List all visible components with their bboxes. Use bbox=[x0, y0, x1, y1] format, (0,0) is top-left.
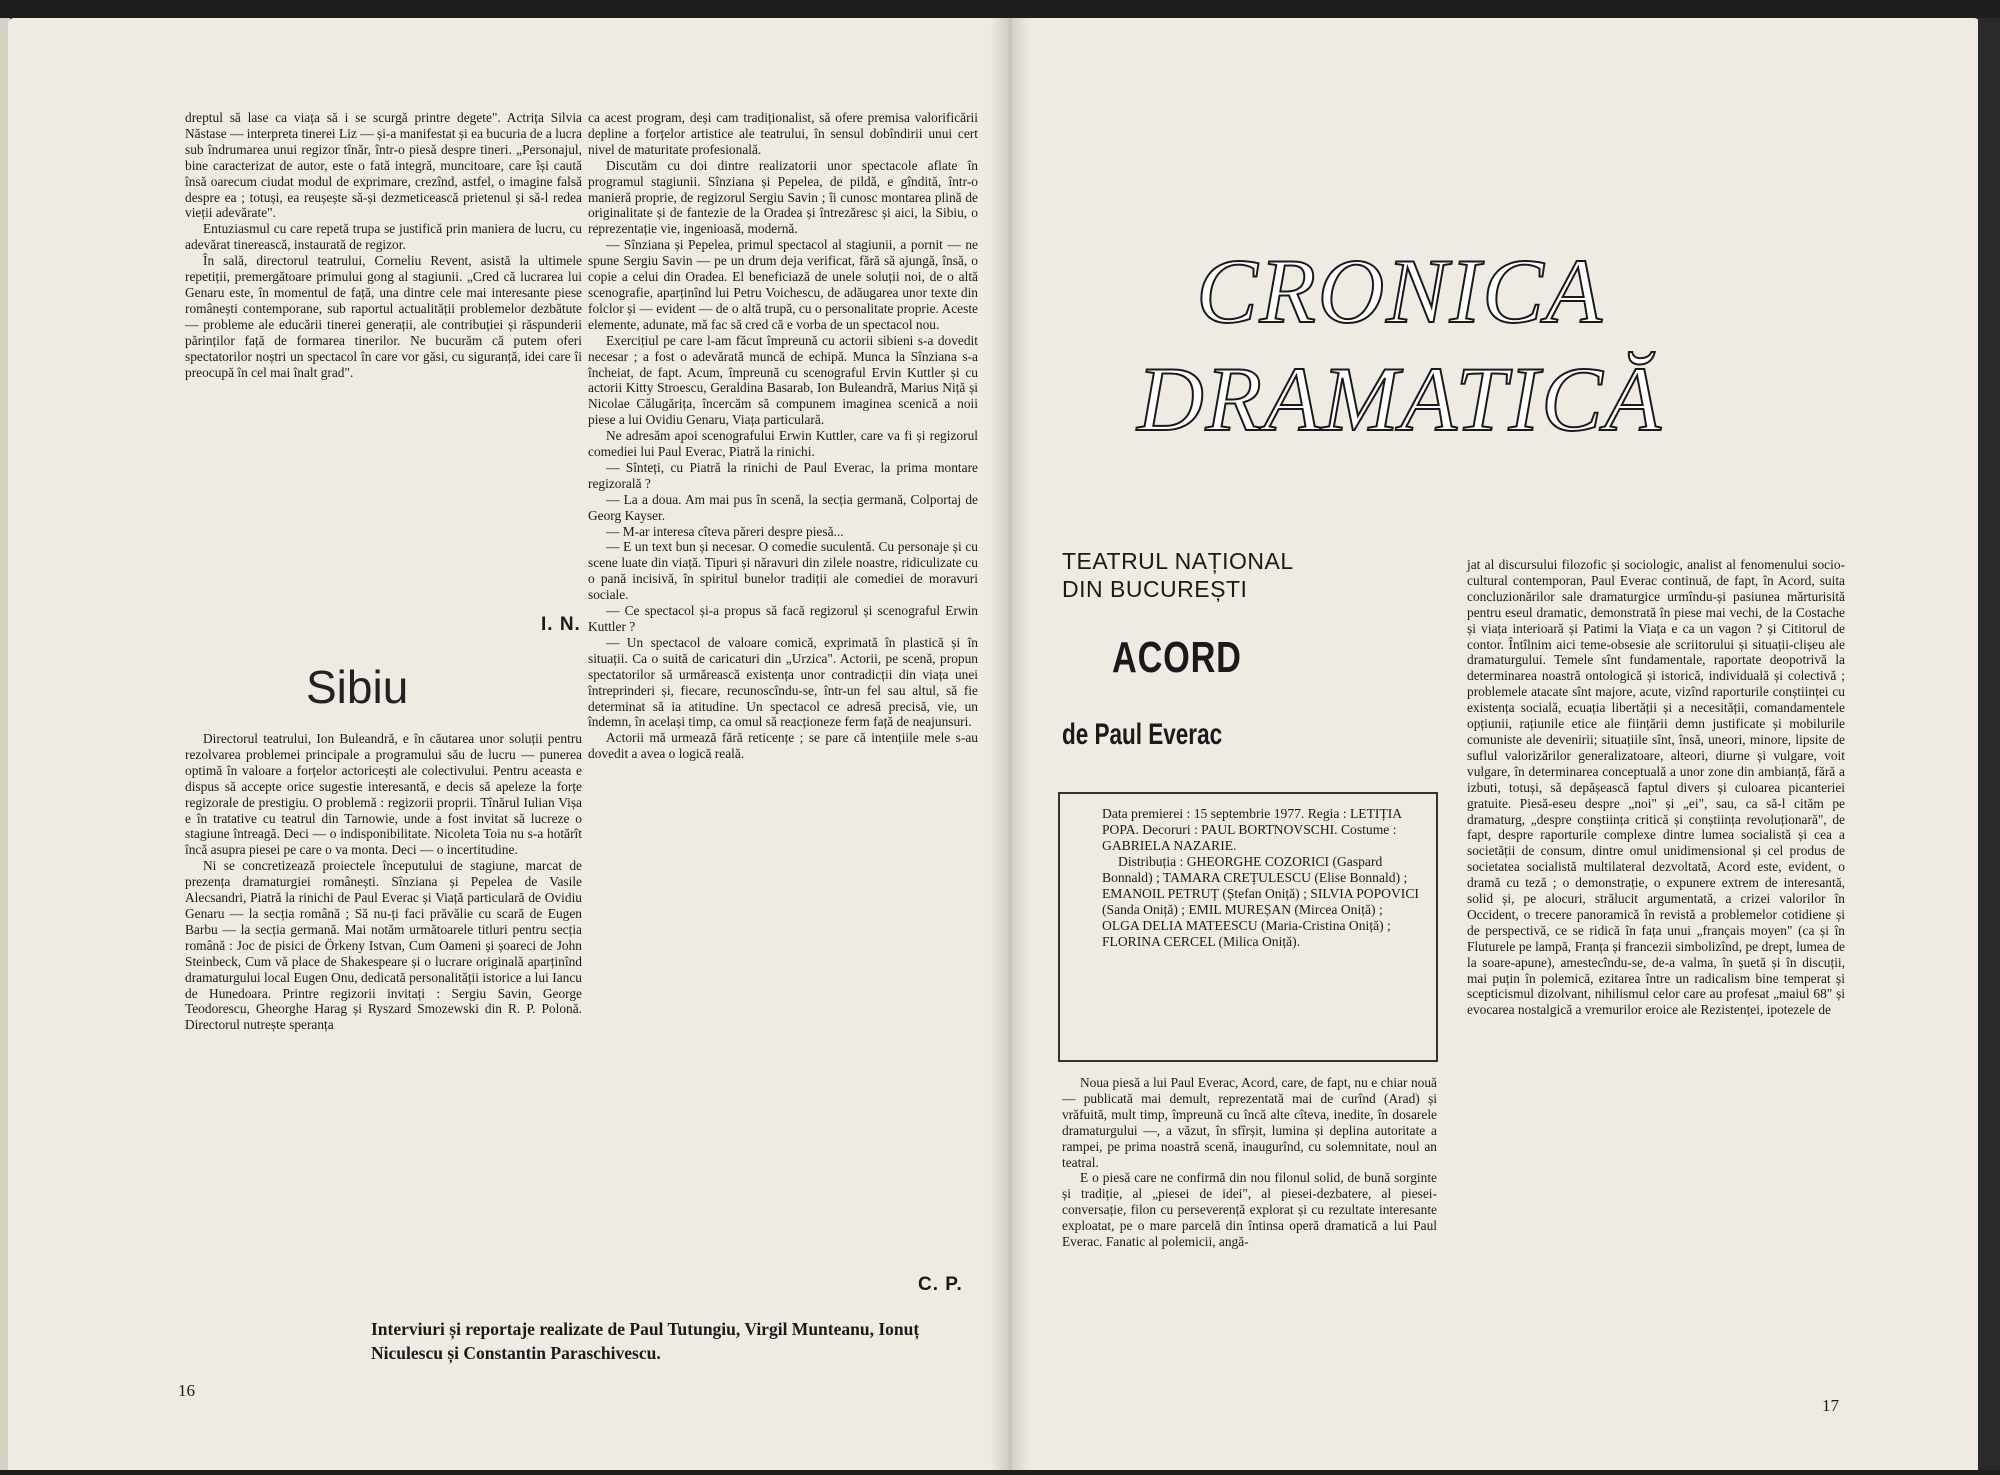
left-column-1-lower bbox=[185, 731, 582, 1033]
paragraph: Directorul teatrului, Ion Buleandră, e în căutarea unor soluții pentru rezolvarea problemei principale a programului său de lucru — punerea optimă în valoare a forțelor actoricești ale colectivului. Pentru aceasta e dispus să accepte orice sugestie interesantă, e decis să apeleze la forțe regizorale de prestigiu. O problemă : regizorii proprii. Tînărul Iulian Vișa e în tratative cu teatrul din Tarnowie, unde a fost invitat să lucreze o stagiune întreagă. Deci — o indisponibilitate. Nicoleta Toia nu s-a hotărît încă asupra piesei pe care o va monta. Deci — o incertitudine. bbox=[185, 731, 582, 858]
paragraph: — M-ar interesa cîteva păreri despre piesă... bbox=[606, 523, 844, 539]
production-credits-box bbox=[1058, 792, 1438, 1062]
book-gutter bbox=[990, 18, 1030, 1470]
theatre-name bbox=[1062, 547, 1294, 603]
paragraph: Ne adresăm apoi scenografului Erwin Kuttler, care va fi și regizorul comediei lui Paul Everac, Piatră la rinichi. bbox=[588, 428, 978, 460]
paragraph: — Sînziana și Pepelea, primul spectacol al stagiunii, a pornit — ne spune Sergiu Savin — pe un drum deja verificat, fără să ajungă, însă, o copie a celui din Oradea. El beneficiază de unele soluții noi, de o altă scenografie, aparținînd lui Petru Voichescu, de adăugarea unor texte din folclor și — evident — de o altă trupă, cu o personalitate proprie. Aceste elemente, adunate, mă fac să cred că e vorba de un spectacol nou. bbox=[588, 237, 978, 332]
paragraph: dreptul să lase ca viața să i se scurgă printre degete". Actrița Silvia Năstase — interpreta tinerei Liz — și-a manifestat și ea bucuria de a lucra sub îndrumarea unui regizor tînăr, într-o piesă despre tineri. „Personajul, bine caracterizat de autor, este o fată integră, muncitoare, care își caută însă oarecum ciudat modul de exprimare, crezînd, astfel, o imagine falsă despre ea ; totuși, ea reușește să-și dezmeticească prietenul și să-l redea vieții adevărate". bbox=[185, 110, 582, 221]
right-column-1 bbox=[1062, 1075, 1437, 1250]
play-title: ACORD bbox=[1112, 633, 1242, 682]
paragraph: E o piesă care ne confirmă din nou filonul solid, de bună sorginte și tradiție, al „piesei de idei", al piesei-dezbatere, al piesei-conversație, filon cu perseverență explorat și cu rezultate interesante exploatat, pe o mare parcelă din întinsa operă dramatică a lui Paul Everac. Fanatic al polemicii, angă- bbox=[1062, 1170, 1437, 1250]
section-heading bbox=[1060, 237, 1740, 453]
paragraph: Entuziasmul cu care repetă trupa se justifică prin maniera de lucru, cu adevărat tinerească, instaurată de regizor. bbox=[185, 221, 582, 253]
paragraph: — Un spectacol de valoare comică, exprimată în plastică și în situații. Ca o suită de caricaturi din „Urzica". Actorii, pe scenă, propun spectatorilor să urmărească existența unor contradicții din viața unei întreprinderi și, fiecare, recunoscîndu-se, într-un fel sau altul, să fie determinat să ia atitudine. Un spectacol ce adresă precisă, vie, un îndemn, în același timp, ca omul să reacționeze ferm față de neajunsuri. bbox=[588, 634, 978, 730]
paragraph: Ni se concretizează proiectele începutului de stagiune, marcat de prezența dramaturgiei românești. Sînziana și Pepelea de Vasile Alecsandri, Piatră la rinichi de Paul Everac și Viață particulară de Ovidiu Genaru — la secția română ; Să nu-ți faci prăvălie cu scară de Eugen Barbu — la secția germană. Mai notăm următoarele titluri pentru secția română : Joc de pisici de Örkeny Istvan, Cum Oameni și șoareci de John Steinbeck, Cum vă place de Shakespeare și o lucrare originală aparținînd dramaturgului local Eugen Onu, dedicată personalității istorice a lui Iancu de Hunedoara. Printre regizorii invitați : Sergiu Savin, George Teodorescu, Gheorghe Harag și Ryszard Smozewski din R. P. Polonă. Directorul nutrește speranța bbox=[185, 858, 582, 1033]
left-column-2 bbox=[588, 110, 978, 762]
section-heading-line-2: DRAMATICĂ bbox=[1137, 348, 1663, 450]
section-title-sibiu: Sibiu bbox=[306, 661, 409, 713]
right-page-edge bbox=[1978, 18, 2000, 1470]
right-column-2 bbox=[1467, 557, 1845, 1018]
page-number-right: 17 bbox=[1822, 1396, 1839, 1415]
section-heading-line-1: CRONICA bbox=[1196, 240, 1604, 342]
production-credits: Data premierei : 15 septembrie 1977. Regia : LETIȚIA POPA. Decoruri : PAUL BORTNOVSCHI. Costume : GABRIELA NAZARIE. bbox=[1102, 806, 1402, 853]
paragraph: — E un text bun și necesar. O comedie suculentă. Cu personaje și cu scene luate din viață. Tipuri și năravuri din zilele noastre, ridiculizate cu o pană incisivă, în spiritul bunelor tradiții ale comediei de moravuri sociale. bbox=[588, 539, 978, 603]
left-page bbox=[8, 18, 1010, 1470]
paragraph: Actorii mă urmează fără reticențe ; se pare că intențiile mele s-au dovedit a avea o logică reală. bbox=[588, 730, 978, 762]
article-credit: Interviuri și reportaje realizate de Paul Tutungiu, Virgil Munteanu, Ionuț Niculescu și Constantin Paraschivescu. bbox=[371, 1319, 920, 1363]
paragraph: În sală, directorul teatrului, Corneliu Revent, asistă la ultimele repetiții, premergătoare primului gong al stagiunii. „Cred că lucrarea lui Genaru este, în momentul de față, una dintre cele mai interesante piese românești contemporane, sub raportul actualității problemelor dezbătute — probleme ale educării tinerei generații, ale contribuției și răspunderii părinților față de formarea tinerilor. Ne bucurăm că putem oferi spectatorilor noștri un spectacol în care vor găsi, cu siguranță, idei care îi preocupă în cel mai înalt grad". bbox=[185, 253, 582, 380]
paragraph: — La a doua. Am mai pus în scenă, la secția germană, Colportaj de Georg Kayser. bbox=[588, 491, 978, 523]
page-number-left: 16 bbox=[178, 1381, 195, 1400]
paragraph: Discutăm cu doi dintre realizatorii unor spectacole aflate în programul stagiunii. Sînziana și Pepelea, de pildă, e gîndită, într-o manieră proprie, de regizorul Sergiu Savin ; îi cunosc montarea plină de originalitate și de fantezie de la Oradea și întrezăresc și aici, la Sibiu, o reprezentație vie, ingenioasă, modernă. bbox=[588, 157, 978, 237]
paragraph: — Sînteți, cu Piatră la rinichi de Paul Everac, la prima montare regizorală ? bbox=[588, 459, 978, 491]
paragraph: ca acest program, deși cam tradiționalist, să ofere premisa valorificării depline a forțelor artistice ale teatrului, în sensul dobîndirii unui cert nivel de maturitate profesională. bbox=[588, 110, 978, 157]
paragraph: jat al discursului filozofic și sociologic, analist al fenomenului socio-cultural contemporan, Paul Everac continuă, de fapt, în Acord, suita concluzionărilor sale dramaturgice urmîndu-și pasiunea mărturisită pentru eseul dramatic, demonstrată în piese mai vechi, de la Costache și viața interioară și Patimi la Viața e ca un vagon ? și Cititorul de contor. Întîlnim aici teme-obsesie ale scriitorului și situații-clișeu ale dramaturgului. Temele sînt fundamentale, raportate deopotrivă la determinarea noastră ontologică și istorică, individuală și colectivă ; problemele atacate sînt majore, acute, vizînd raporturile conștiinței cu existența socială, ecuația libertății și a necesității, comandamentele opțiunii, rațiunile etice ale ființării demn justificate și mobilurile comuniste ale devenirii; situațiile sînt, însă, uneori, minore, lipsite de suflul valorizărilor generalizatoare, alteori, diurne și vulgare, voit vulgare, în determinarea conceptuală a unor zone din ambianță, fără a izbuti, totuși, să depășească faptul divers și culoarea picanteriei gratuite. Piesă-eseu despre „noi" și „ei", sau, ca să-l cităm pe dramaturg, „despre conștiința critică și conștiința revoluționară", de fapt, despre raporturile complexe dintre lumea socialistă și cea a societății de consum, dintre omul unidimensional și cel produs de societatea socialistă multilateral dezvoltată, Acord este, evident, o dramă cu teză ; o demonstrație, o expunere extrem de interesantă, solid și, pe alocuri, strălucit argumentată, a crizei valorilor în Occident, o trecere panoramică în revistă a problemelor cotidiene și de perspectivă, ce se ridică în fața unui „français moyen" (ca și în Fluturele pe lampă, Franța și francezii simbolizînd, pe drept, lumea de la soare-apune), amestecîndu-se, de-a valma, în șuetă și în discuții, mai puțin în polemică, ezitarea între un radicalism bine temperat și scepticismul dizolvant, nihilismul celor care au profesat „maiul 68" și evocarea nostalgică a vremurilor eroice ale Rezistenței, ipotezele de bbox=[1467, 557, 1845, 1018]
left-column-1 bbox=[185, 110, 582, 380]
signature-in: I. N. bbox=[541, 614, 581, 635]
theatre-name-line-1: TEATRUL NAȚIONAL bbox=[1062, 548, 1294, 574]
play-author: de Paul Everac bbox=[1062, 718, 1223, 751]
paragraph: Exercițiul pe care l-am făcut împreună cu actorii sibieni s-a dovedit necesar ; a fost o adevărată muncă de echipă. Munca la Sînziana s-a încheiat, de fapt. Acum, împreună cu scenograful Ervin Kuttler și cu actorii Kitty Stroescu, Geraldina Basarab, Ion Buleandră, Marius Niță și Nicolae Călugărița, încercăm să compunem imaginea scenică a noii piese a lui Ovidiu Genaru, Viața particulară. bbox=[588, 332, 978, 428]
paragraph: Noua piesă a lui Paul Everac, Acord, care, de fapt, nu e chiar nouă — publicată mai demult, reprezentată mai de curînd (Arad) și vrăfuită, mult timp, împreună cu încă alte cîteva, inedite, în dosarele dramaturgului —, a văzut, în sfîrșit, lumina și deplina autoritate a rampei, pe prima noastră scenă, inaugurînd, cu solemnitate, noul an teatral. bbox=[1062, 1075, 1437, 1170]
signature-cp: C. P. bbox=[918, 1274, 963, 1295]
cast-list: Distribuția : GHEORGHE COZORICI (Gaspard Bonnald) ; TAMARA CREȚULESCU (Elise Bonnald) ; EMANOIL PETRUȚ (Ștefan Oniță) ; SILVIA POPOVICI (Sanda Oniță) ; EMIL MUREȘAN (Mircea Oniță) ; OLGA DELIA MATEESCU (Maria-Cristina Oniță) ; FLORINA CERCEL (Milica Oniță). bbox=[1102, 854, 1419, 949]
paragraph: — Ce spectacol și-a propus să facă regizorul și scenograful Erwin Kuttler ? bbox=[588, 603, 978, 634]
theatre-name-line-2: DIN BUCUREȘTI bbox=[1062, 576, 1248, 602]
